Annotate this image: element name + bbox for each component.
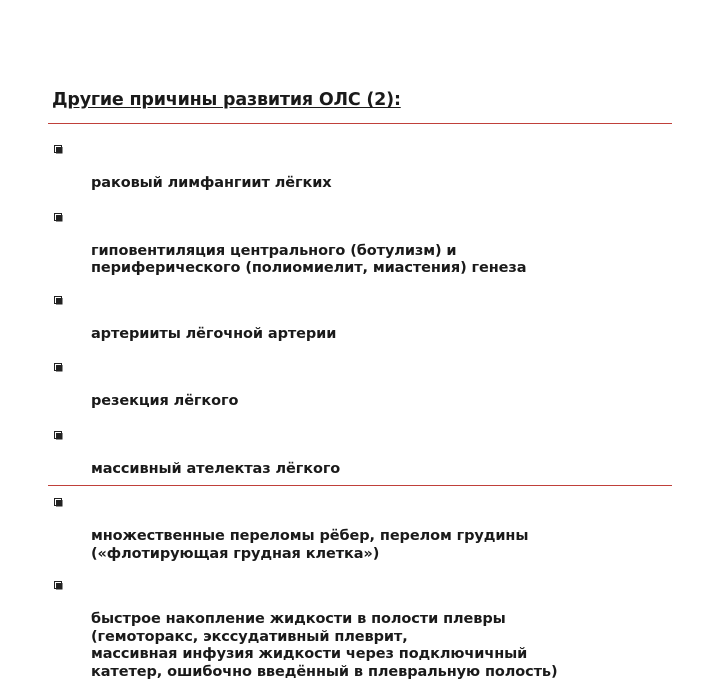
checkbox-square-icon: [54, 213, 63, 222]
checkbox-square-icon: [54, 581, 63, 590]
list-item: [54, 208, 694, 278]
footer-divider: [48, 485, 672, 486]
list-item-text: резекция лёгкого: [91, 393, 239, 409]
list-item-text: множественные переломы рёбер, перелом грудины («флотирующая грудная клетка»): [91, 528, 529, 562]
list-item-text: быстрое накопление жидкости в полости плевры (гемоторакс, экссудативный плеврит, массивная инфузия жидкости через подключичный катетер, ошибочно введённый в плевральную полость): [91, 611, 558, 680]
list-item: [54, 493, 694, 563]
checkbox-square-icon: [54, 431, 63, 440]
checkbox-square-icon: [54, 145, 63, 154]
checkbox-square-icon: [54, 498, 63, 507]
title-divider: [48, 123, 672, 124]
list-item: [54, 426, 694, 479]
slide-title: Другие причины развития ОЛС (2):: [52, 90, 401, 110]
list-item-text: раковый лимфангиит лёгких: [91, 175, 332, 191]
list-item: [54, 140, 694, 193]
list-item-text: артерииты лёгочной артерии: [91, 325, 337, 342]
list-item-text: массивный ателектаз лёгкого: [91, 460, 341, 477]
list-item: [54, 358, 694, 411]
checkbox-square-icon: [54, 363, 63, 372]
list-item: [54, 576, 694, 681]
checkbox-square-icon: [54, 296, 63, 305]
list-item-text: гиповентиляция центрального (ботулизм) и периферического (полиомиелит, миастения) генеза: [91, 242, 527, 276]
list-item: [54, 291, 694, 344]
bullet-list: [54, 140, 694, 694]
